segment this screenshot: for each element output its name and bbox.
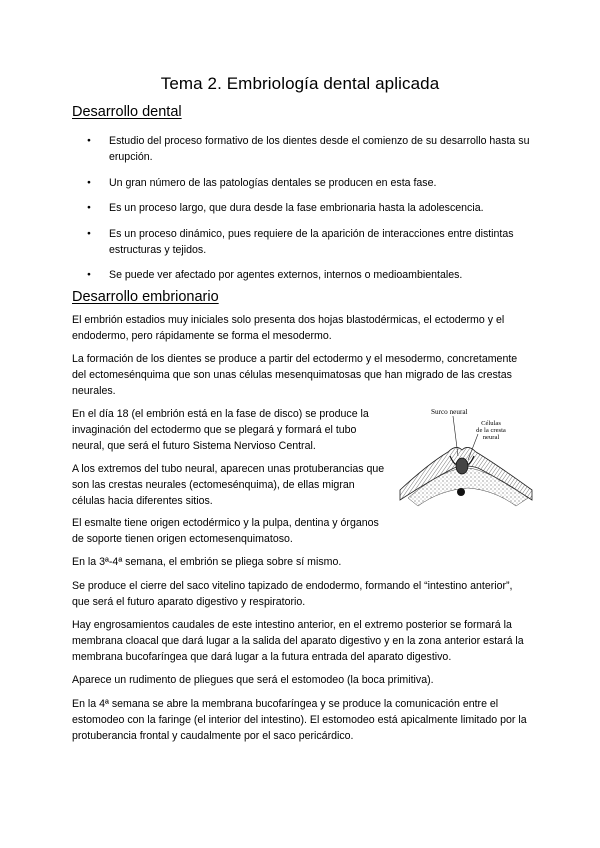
neural-crest-figure xyxy=(398,404,534,508)
figure-label-cells: Células xyxy=(481,420,501,427)
paragraph: En el día 18 (el embrión está en la fase de disco) se produce la invaginación del ectodermo que se plegará y formará el tubo neural, que será el futuro Sistema Nervioso Central. xyxy=(72,408,369,452)
figure-label-groove: Surco neural xyxy=(431,408,468,416)
list-item: ● Es un proceso largo, que dura desde la fase embrionaria hasta la adolescencia. xyxy=(72,200,532,216)
paragraph: En la 3ª-4ª semana, el embrión se pliega sobre sí mismo. xyxy=(72,556,342,568)
paragraph: En la 4ª semana se abre la membrana bucofaríngea y se produce la comunicación entre el estomodeo con la faringe (el interior del intestino). El estomodeo está apicalmente limitado por la protuberancia frontal y caudalmente por el saco pericárdico. xyxy=(72,698,527,742)
paragraph: Se produce el cierre del saco vitelino tapizado de endodermo, formando el “intestino anterior”, que será el futuro aparato digestivo y respiratorio. xyxy=(72,580,513,608)
paragraph: A los extremos del tubo neural, aparecen unas protuberancias que son las crestas neurales (ectomesénquima), de ellas migran células hacia diferentes sitios. xyxy=(72,463,385,507)
section-heading-embrionario: Desarrollo embrionario xyxy=(72,289,219,305)
paragraph: La formación de los dientes se produce a partir del ectodermo y el mesodermo, concretamente del ectomesénquima que son unas células mesenquimatosas que han migrado de las crestas neurales. xyxy=(72,353,518,397)
paragraph: Hay engrosamientos caudales de este intestino anterior, en el extremo posterior se formará la membrana cloacal que dará lugar a la salida del aparato digestivo y en la zona anterior estará la membrana bucofaríngea que dará lugar a la futura entrada del aparato digestivo. xyxy=(72,619,524,663)
list-item: ● Se puede ver afectado por agentes externos, internos o medioambientales. xyxy=(72,267,532,283)
bullet-list xyxy=(72,133,532,293)
list-item: ● Un gran número de las patologías dentales se producen en esta fase. xyxy=(72,175,532,191)
figure-label-cells: de la cresta xyxy=(476,427,506,434)
page-title: Tema 2. Embriología dental aplicada xyxy=(160,74,440,93)
paragraph: El esmalte tiene origen ectodérmico y la pulpa, dentina y órganos de soporte tienen origen ectomesenquimatoso. xyxy=(72,517,379,545)
paragraph: Aparece un rudimento de pliegues que será el estomodeo (la boca primitiva). xyxy=(72,674,434,686)
paragraph: El embrión estadios muy iniciales solo presenta dos hojas blastodérmicas, el ectodermo y el endodermo, pero rápidamente se forma el mesodermo. xyxy=(72,314,505,342)
figure-label-cells: neural xyxy=(482,434,500,441)
section-heading-dental: Desarrollo dental xyxy=(72,104,182,120)
list-item: ● Estudio del proceso formativo de los dientes desde el comienzo de su desarrollo hasta su erupción. xyxy=(72,133,532,165)
list-item: ● Es un proceso dinámico, pues requiere de la aparición de interacciones entre distintas estructuras y tejidos. xyxy=(72,226,532,258)
